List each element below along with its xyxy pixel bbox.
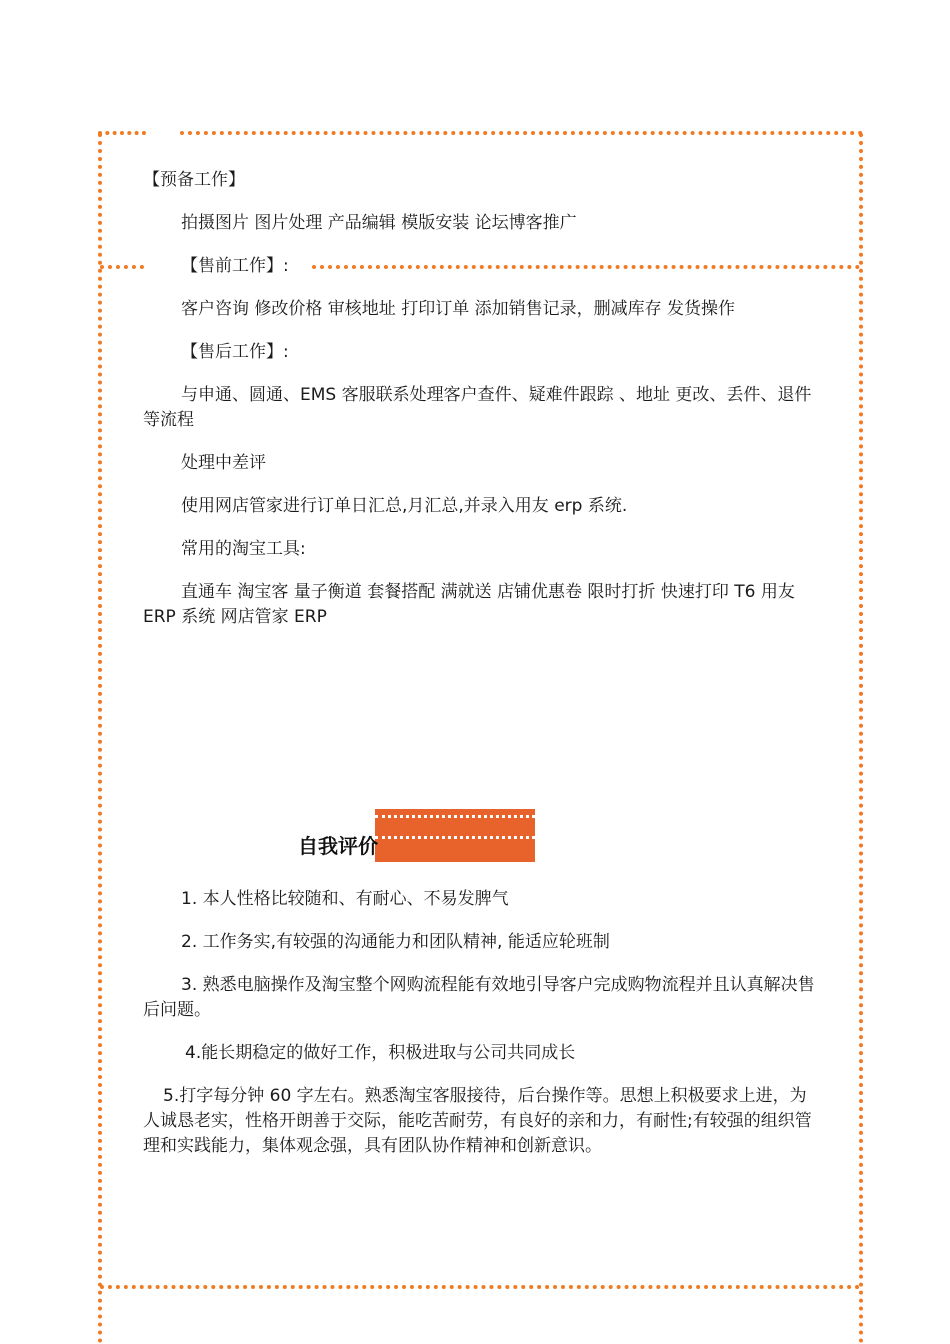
tools-heading: 常用的淘宝工具: [181, 539, 306, 559]
tools-items: 直通车 淘宝客 量子衡道 套餐搭配 满就送 店铺优惠卷 限时打折 快速打印 T6 用友 ERP 系统 网店管家 ERP [143, 582, 801, 627]
presale-items: 客户咨询 修改价格 审核地址 打印订单 添加销售记录，删减库存 发货操作 [181, 299, 736, 319]
section-heading-banner [375, 809, 535, 862]
order-summary: 使用网店管家进行订单日汇总,月汇总,并录入用友 erp 系统. [181, 496, 628, 516]
self-eval-title: 自我评价 [298, 834, 378, 858]
prep-heading: 【预备工作】 [143, 170, 245, 190]
self-eval-point: 5.打字每分钟 60 字左右。熟悉淘宝客服接待，后台操作等。思想上积极要求上进，为人诚恳老实，性格开朗善于交际，能吃苦耐劳，有良好的亲和力，有耐性;有较强的组织管理和实践能力，集体观念强，具有团队协作精神和创新意识。 [143, 1086, 812, 1156]
self-eval-point: 3. 熟悉电脑操作及淘宝整个网购流程能有效地引导客户完成购物流程并且认真解决售后问题。 [143, 975, 815, 1020]
presale-heading: 【售前工作】: [181, 256, 289, 276]
self-eval-point: 4.能长期稳定的做好工作，积极进取与公司共同成长 [185, 1043, 576, 1063]
bad-review-handling: 处理中差评 [181, 453, 266, 473]
frame-left [98, 133, 102, 1344]
frame-top-left [98, 131, 146, 135]
frame-right [859, 133, 863, 1344]
self-eval-point: 1. 本人性格比较随和、有耐心、不易发脾气 [181, 889, 509, 909]
aftersale-heading: 【售后工作】: [181, 342, 289, 362]
frame-top [180, 131, 863, 135]
prep-items: 拍摄图片 图片处理 产品编辑 模版安装 论坛博客推广 [181, 213, 577, 233]
aftersale-items: 与申通、圆通、EMS 客服联系处理客户查件、疑难件跟踪 、地址 更改、丢件、退件等流程 [143, 385, 812, 430]
self-eval-point: 2. 工作务实,有较强的沟通能力和团队精神, 能适应轮班制 [181, 932, 610, 952]
frame-divider-left [100, 265, 144, 269]
frame-bottom [100, 1285, 860, 1289]
